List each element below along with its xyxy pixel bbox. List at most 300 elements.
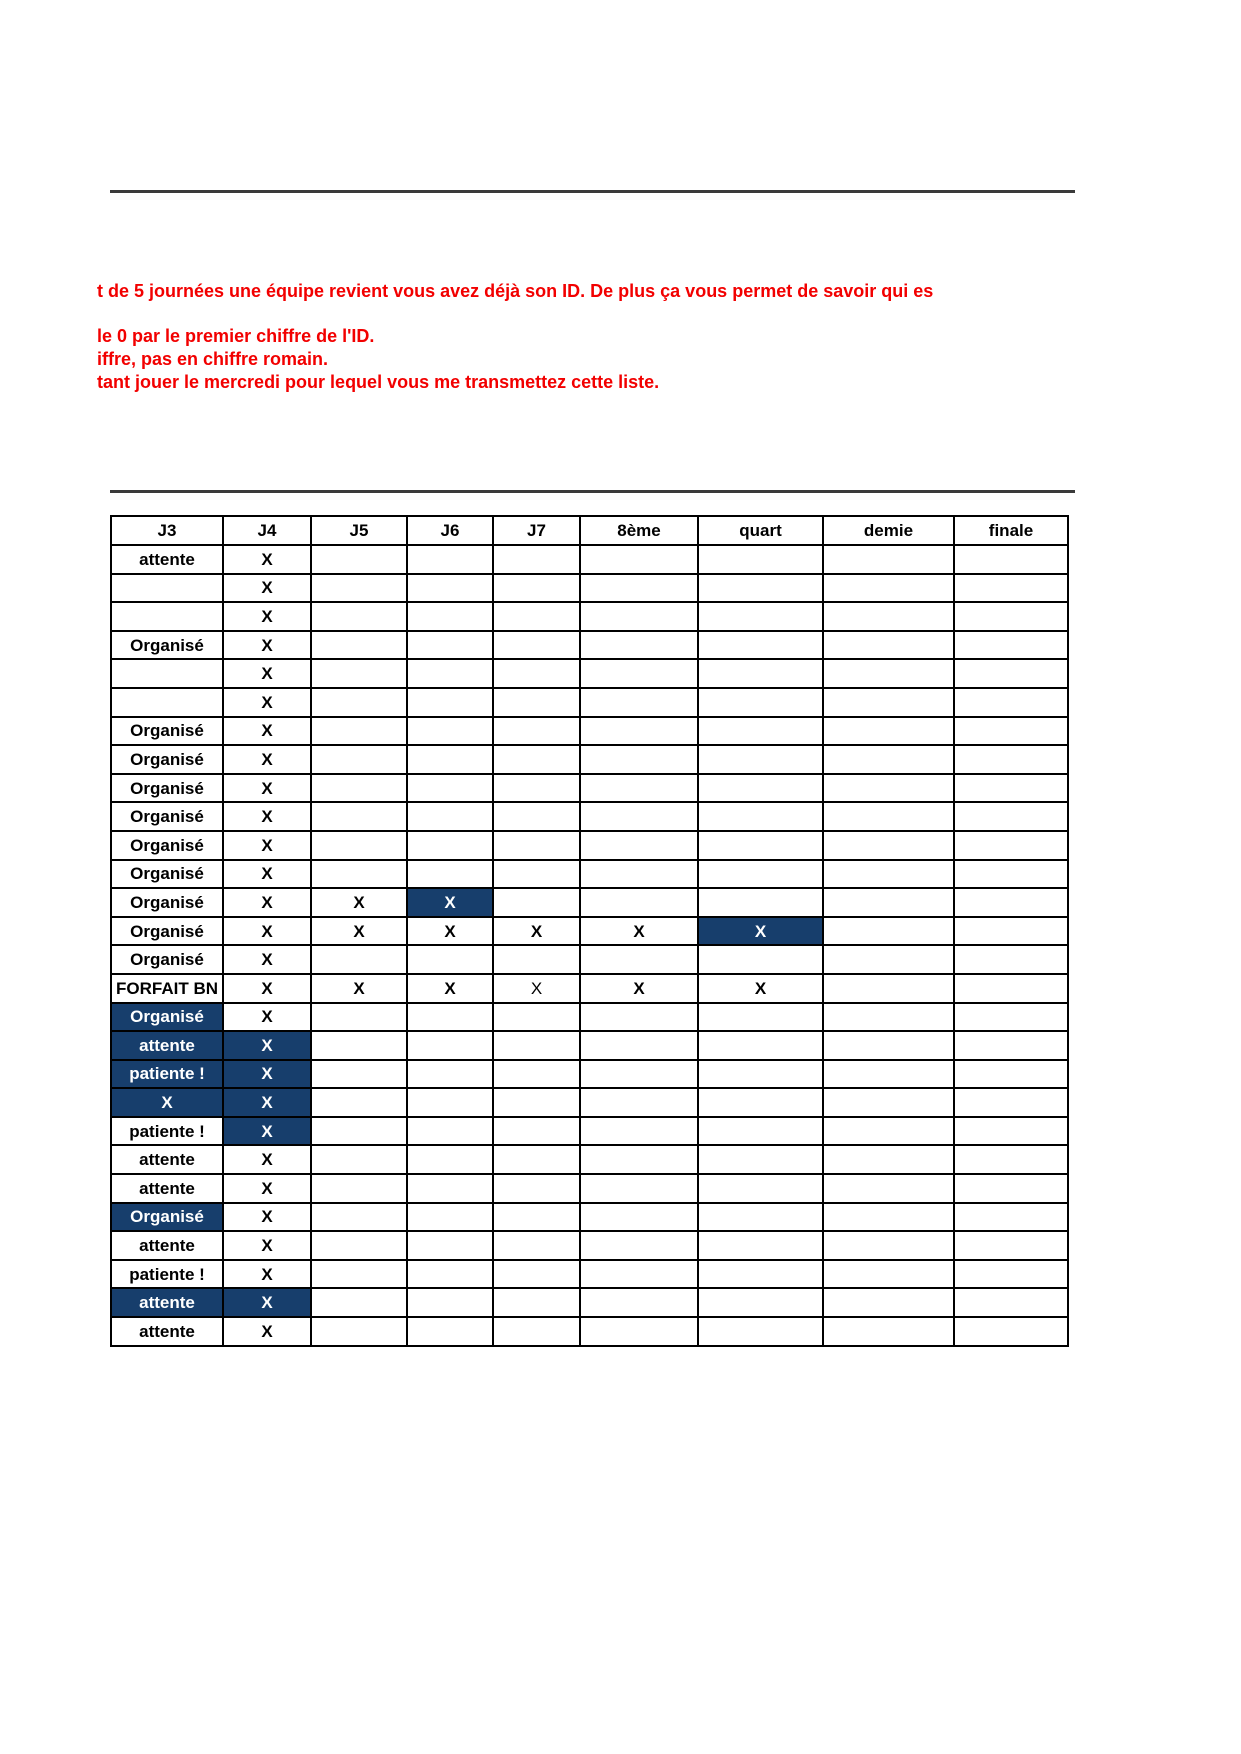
mark-cell [823, 888, 954, 917]
mark-cell [311, 1317, 407, 1346]
mark-cell [698, 659, 823, 688]
mark-cell [493, 659, 580, 688]
table-row [111, 917, 1068, 946]
table-row [111, 745, 1068, 774]
status-cell [111, 602, 223, 631]
mark-cell [580, 1003, 698, 1032]
mark-cell [493, 1003, 580, 1032]
mark-cell [580, 860, 698, 889]
mark-cell [311, 802, 407, 831]
mark-cell [698, 1317, 823, 1346]
mark-cell: X [223, 917, 311, 946]
table-row [111, 888, 1068, 917]
mark-cell [407, 659, 493, 688]
mark-cell [493, 1288, 580, 1317]
mark-cell [580, 802, 698, 831]
mark-cell [698, 717, 823, 746]
mark-cell: X [223, 888, 311, 917]
mark-cell [493, 717, 580, 746]
mark-cell [580, 574, 698, 603]
mark-cell [954, 1317, 1068, 1346]
status-cell: Organisé [111, 745, 223, 774]
mark-cell [698, 1060, 823, 1089]
status-cell: patiente ! [111, 1060, 223, 1089]
status-cell: attente [111, 1174, 223, 1203]
mark-cell [823, 1117, 954, 1146]
mark-cell [823, 917, 954, 946]
mark-cell [580, 1117, 698, 1146]
mark-cell [698, 860, 823, 889]
mark-cell [493, 860, 580, 889]
table-row [111, 831, 1068, 860]
mark-cell [823, 659, 954, 688]
mark-cell [954, 1260, 1068, 1289]
mark-cell [823, 1088, 954, 1117]
mark-cell [493, 602, 580, 631]
header-cell-finale: finale [954, 516, 1068, 545]
mark-cell [823, 831, 954, 860]
mark-cell [493, 1088, 580, 1117]
mark-cell [954, 802, 1068, 831]
mark-cell [311, 774, 407, 803]
mark-cell: X [223, 1088, 311, 1117]
mark-cell [698, 688, 823, 717]
mark-cell [311, 745, 407, 774]
mark-cell [580, 602, 698, 631]
mark-cell: X [223, 1203, 311, 1232]
mark-cell [823, 631, 954, 660]
mark-cell [954, 917, 1068, 946]
mark-cell [823, 602, 954, 631]
mark-cell: X [223, 1003, 311, 1032]
mark-cell [407, 774, 493, 803]
mark-cell [407, 1260, 493, 1289]
status-cell: patiente ! [111, 1260, 223, 1289]
mark-cell [823, 688, 954, 717]
mark-cell [311, 574, 407, 603]
status-cell: attente [111, 1031, 223, 1060]
status-cell: attente [111, 1145, 223, 1174]
mark-cell [823, 745, 954, 774]
mark-cell [311, 659, 407, 688]
table-row [111, 1117, 1068, 1146]
mark-cell [698, 631, 823, 660]
header-cell-j3: J3 [111, 516, 223, 545]
status-cell: Organisé [111, 802, 223, 831]
mark-cell [580, 774, 698, 803]
mark-cell [954, 717, 1068, 746]
mark-cell [311, 1117, 407, 1146]
mark-cell [311, 1174, 407, 1203]
mark-cell: X [493, 974, 580, 1003]
mark-cell: X [407, 974, 493, 1003]
mark-cell [407, 745, 493, 774]
mark-cell: X [580, 917, 698, 946]
table-row [111, 802, 1068, 831]
note-line-3: iffre, pas en chiffre romain. [97, 349, 329, 369]
table-header-row [111, 516, 1068, 545]
mark-cell [493, 1117, 580, 1146]
mark-cell [698, 545, 823, 574]
table-row [111, 688, 1068, 717]
schedule-table [110, 515, 1069, 1347]
mark-cell [580, 1203, 698, 1232]
table-row [111, 1203, 1068, 1232]
mark-cell [493, 831, 580, 860]
mark-cell [493, 1317, 580, 1346]
mark-cell [311, 945, 407, 974]
mark-cell [311, 631, 407, 660]
mark-cell [580, 1317, 698, 1346]
mark-cell [311, 1145, 407, 1174]
header-cell-j5: J5 [311, 516, 407, 545]
mark-cell [698, 1145, 823, 1174]
note-line-1: t de 5 journées une équipe revient vous avez déjà son ID. De plus ça vous permet de savoir qui es [97, 281, 934, 301]
mark-cell: X [223, 831, 311, 860]
mark-cell [698, 888, 823, 917]
mark-cell [311, 1203, 407, 1232]
mark-cell [580, 1031, 698, 1060]
mark-cell [954, 1174, 1068, 1203]
table-row [111, 1003, 1068, 1032]
table-row [111, 1031, 1068, 1060]
mark-cell [407, 945, 493, 974]
mark-cell [823, 1060, 954, 1089]
table-row [111, 1174, 1068, 1203]
mark-cell: X [223, 1260, 311, 1289]
mark-cell [580, 659, 698, 688]
mark-cell [823, 945, 954, 974]
mark-cell: X [311, 888, 407, 917]
mark-cell: X [223, 945, 311, 974]
mark-cell [311, 1231, 407, 1260]
mark-cell [823, 1231, 954, 1260]
status-cell: Organisé [111, 717, 223, 746]
mark-cell [698, 745, 823, 774]
mark-cell [493, 945, 580, 974]
mark-cell [407, 545, 493, 574]
mark-cell [311, 1260, 407, 1289]
mark-cell [823, 1003, 954, 1032]
mark-cell [493, 688, 580, 717]
mark-cell [493, 1060, 580, 1089]
status-cell [111, 574, 223, 603]
mark-cell [954, 1060, 1068, 1089]
mark-cell [493, 631, 580, 660]
table-row [111, 1145, 1068, 1174]
mark-cell [698, 831, 823, 860]
mark-cell [954, 1031, 1068, 1060]
mark-cell [311, 1288, 407, 1317]
mark-cell: X [223, 1174, 311, 1203]
mark-cell [580, 1145, 698, 1174]
mark-cell: X [223, 1145, 311, 1174]
status-cell: Organisé [111, 888, 223, 917]
table-row [111, 974, 1068, 1003]
mark-cell [493, 545, 580, 574]
mark-cell [311, 1088, 407, 1117]
mark-cell: X [223, 774, 311, 803]
table-row [111, 860, 1068, 889]
status-cell: Organisé [111, 1203, 223, 1232]
mark-cell [954, 631, 1068, 660]
mark-cell [407, 1031, 493, 1060]
mark-cell [823, 574, 954, 603]
mark-cell [493, 774, 580, 803]
table-row [111, 1288, 1068, 1317]
mark-cell: X [223, 574, 311, 603]
mark-cell [580, 1260, 698, 1289]
mark-cell [493, 1145, 580, 1174]
mark-cell [580, 1231, 698, 1260]
mark-cell [311, 688, 407, 717]
status-cell: attente [111, 545, 223, 574]
mark-cell [823, 1031, 954, 1060]
mark-cell: X [223, 802, 311, 831]
mark-cell: X [311, 917, 407, 946]
mark-cell [698, 1117, 823, 1146]
table-row [111, 1231, 1068, 1260]
mark-cell: X [223, 1031, 311, 1060]
status-cell: Organisé [111, 631, 223, 660]
mark-cell [954, 1231, 1068, 1260]
mark-cell [311, 1003, 407, 1032]
mark-cell [407, 1003, 493, 1032]
mark-cell [407, 831, 493, 860]
mark-cell: X [223, 745, 311, 774]
mark-cell [493, 1174, 580, 1203]
header-cell-j4: J4 [223, 516, 311, 545]
mark-cell [580, 945, 698, 974]
table-row [111, 1260, 1068, 1289]
mark-cell [311, 831, 407, 860]
mark-cell [407, 1203, 493, 1232]
status-cell: Organisé [111, 945, 223, 974]
mark-cell [407, 574, 493, 603]
table-row [111, 1088, 1068, 1117]
mark-cell: X [223, 717, 311, 746]
mark-cell [580, 1088, 698, 1117]
mark-cell [698, 1231, 823, 1260]
mark-cell [698, 774, 823, 803]
mark-cell [823, 1174, 954, 1203]
mark-cell: X [698, 917, 823, 946]
mark-cell [954, 574, 1068, 603]
mark-cell [698, 574, 823, 603]
mark-cell [823, 974, 954, 1003]
mark-cell: X [223, 631, 311, 660]
mark-cell [407, 602, 493, 631]
mark-cell [823, 1260, 954, 1289]
status-cell: patiente ! [111, 1117, 223, 1146]
mark-cell: X [223, 659, 311, 688]
mark-cell: X [223, 1231, 311, 1260]
header-cell-j7: J7 [493, 516, 580, 545]
status-cell: Organisé [111, 774, 223, 803]
table-row [111, 574, 1068, 603]
mark-cell: X [223, 1117, 311, 1146]
mark-cell [698, 1260, 823, 1289]
mark-cell [954, 774, 1068, 803]
mark-cell [407, 1288, 493, 1317]
horizontal-rule-bottom [110, 490, 1075, 493]
mark-cell [407, 1317, 493, 1346]
mark-cell [580, 831, 698, 860]
mark-cell [954, 1117, 1068, 1146]
mark-cell [311, 1031, 407, 1060]
mark-cell [493, 1231, 580, 1260]
header-cell-j6: J6 [407, 516, 493, 545]
mark-cell: X [223, 1288, 311, 1317]
mark-cell [493, 1260, 580, 1289]
mark-cell [493, 1031, 580, 1060]
table-header [111, 516, 1068, 545]
header-cell-demie: demie [823, 516, 954, 545]
mark-cell [954, 745, 1068, 774]
mark-cell [954, 1288, 1068, 1317]
mark-cell [407, 1145, 493, 1174]
table-row [111, 1060, 1068, 1089]
mark-cell [823, 545, 954, 574]
mark-cell [698, 602, 823, 631]
mark-cell [493, 745, 580, 774]
mark-cell [954, 688, 1068, 717]
mark-cell [954, 1203, 1068, 1232]
mark-cell [407, 860, 493, 889]
mark-cell [823, 1145, 954, 1174]
status-cell: attente [111, 1231, 223, 1260]
mark-cell [954, 1088, 1068, 1117]
mark-cell [698, 1003, 823, 1032]
mark-cell: X [407, 917, 493, 946]
mark-cell [954, 1003, 1068, 1032]
mark-cell [311, 602, 407, 631]
mark-cell: X [223, 1060, 311, 1089]
mark-cell [954, 659, 1068, 688]
mark-cell [407, 631, 493, 660]
table-row [111, 1317, 1068, 1346]
horizontal-rule-top [110, 190, 1075, 193]
mark-cell: X [493, 917, 580, 946]
header-cell-8ème: 8ème [580, 516, 698, 545]
mark-cell [954, 888, 1068, 917]
mark-cell [493, 574, 580, 603]
mark-cell [580, 545, 698, 574]
mark-cell [954, 860, 1068, 889]
status-cell: Organisé [111, 1003, 223, 1032]
mark-cell: X [223, 688, 311, 717]
status-cell: Organisé [111, 917, 223, 946]
status-cell: Organisé [111, 860, 223, 889]
mark-cell: X [223, 545, 311, 574]
table-row [111, 717, 1068, 746]
mark-cell: X [311, 974, 407, 1003]
mark-cell [823, 1288, 954, 1317]
mark-cell [698, 1203, 823, 1232]
mark-cell [580, 1060, 698, 1089]
note-line-2: le 0 par le premier chiffre de l'ID. [97, 326, 375, 346]
table-body [111, 545, 1068, 1346]
mark-cell [407, 1088, 493, 1117]
mark-cell [823, 860, 954, 889]
mark-cell [580, 631, 698, 660]
mark-cell [580, 1174, 698, 1203]
table-row [111, 774, 1068, 803]
table-row [111, 945, 1068, 974]
mark-cell [580, 745, 698, 774]
red-instruction-notes [97, 281, 1078, 399]
mark-cell [407, 688, 493, 717]
note-line-4: tant jouer le mercredi pour lequel vous me transmettez cette liste. [97, 372, 660, 392]
mark-cell [580, 888, 698, 917]
mark-cell [698, 1288, 823, 1317]
mark-cell [823, 1317, 954, 1346]
mark-cell [311, 717, 407, 746]
mark-cell [954, 545, 1068, 574]
mark-cell [823, 802, 954, 831]
mark-cell [580, 1288, 698, 1317]
status-cell: X [111, 1088, 223, 1117]
mark-cell [580, 717, 698, 746]
mark-cell [493, 1203, 580, 1232]
mark-cell [311, 545, 407, 574]
mark-cell [823, 774, 954, 803]
mark-cell [954, 1145, 1068, 1174]
mark-cell [954, 831, 1068, 860]
mark-cell: X [223, 1317, 311, 1346]
mark-cell [580, 688, 698, 717]
mark-cell [407, 1231, 493, 1260]
mark-cell [954, 974, 1068, 1003]
status-cell: Organisé [111, 831, 223, 860]
mark-cell [698, 1031, 823, 1060]
mark-cell [698, 1088, 823, 1117]
table-row [111, 631, 1068, 660]
mark-cell: X [223, 602, 311, 631]
mark-cell [698, 945, 823, 974]
mark-cell [407, 717, 493, 746]
mark-cell [493, 888, 580, 917]
mark-cell [823, 717, 954, 746]
mark-cell [954, 602, 1068, 631]
status-cell: FORFAIT BN [111, 974, 223, 1003]
mark-cell [407, 1060, 493, 1089]
mark-cell [698, 802, 823, 831]
status-cell [111, 688, 223, 717]
table-row [111, 602, 1068, 631]
status-cell: attente [111, 1288, 223, 1317]
mark-cell [493, 802, 580, 831]
status-cell: attente [111, 1317, 223, 1346]
mark-cell: X [223, 860, 311, 889]
mark-cell [407, 1174, 493, 1203]
mark-cell [407, 802, 493, 831]
mark-cell: X [580, 974, 698, 1003]
table-row [111, 545, 1068, 574]
header-cell-quart: quart [698, 516, 823, 545]
mark-cell [698, 1174, 823, 1203]
mark-cell [311, 1060, 407, 1089]
mark-cell [823, 1203, 954, 1232]
mark-cell [954, 945, 1068, 974]
table-row [111, 659, 1068, 688]
mark-cell: X [407, 888, 493, 917]
mark-cell [311, 860, 407, 889]
status-cell [111, 659, 223, 688]
mark-cell [407, 1117, 493, 1146]
mark-cell: X [698, 974, 823, 1003]
mark-cell: X [223, 974, 311, 1003]
